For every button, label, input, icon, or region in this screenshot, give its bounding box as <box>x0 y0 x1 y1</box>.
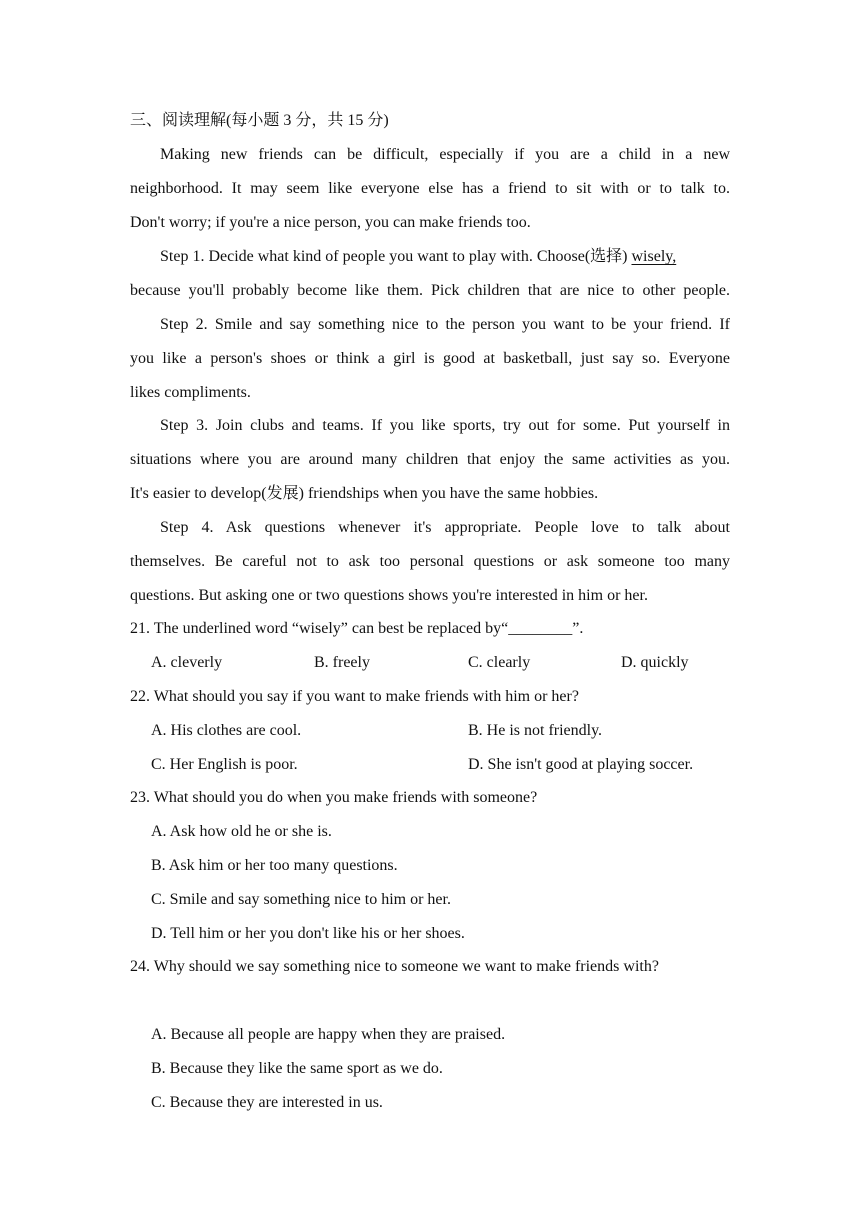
passage-line: Making new friends can be difficult, especially if you are a child in a new <box>160 146 730 163</box>
answer-option[interactable]: C. Her English is poor. <box>151 756 298 773</box>
passage-line: questions. But asking one or two questions shows you're interested in him or her. <box>130 587 648 604</box>
answer-option[interactable]: B. freely <box>314 654 370 671</box>
answer-option[interactable]: B. Ask him or her too many questions. <box>151 857 398 874</box>
answer-option[interactable]: A. Ask how old he or she is. <box>151 823 332 840</box>
answer-option[interactable]: D. She isn't good at playing soccer. <box>468 756 694 773</box>
answer-option[interactable]: A. Because all people are happy when they are praised. <box>151 1026 506 1043</box>
answer-option[interactable]: A. His clothes are cool. <box>151 722 302 739</box>
passage-line: Step 4. Ask questions whenever it's appropriate. People love to talk about <box>160 519 730 536</box>
passage-line: likes compliments. <box>130 384 251 401</box>
question-stem: 24. Why should we say something nice to someone we want to make friends with? <box>130 958 659 975</box>
question-stem: 21. The underlined word “wisely” can best be replaced by“________”. <box>130 620 584 637</box>
passage-line <box>160 240 730 274</box>
answer-option[interactable]: D. Tell him or her you don't like his or her shoes. <box>151 925 465 942</box>
passage-line: because you'll probably become like them. Pick children that are nice to other people. <box>130 282 730 299</box>
passage-line: themselves. Be careful not to ask too personal questions or ask someone too many <box>130 553 730 570</box>
passage-line: Step 3. Join clubs and teams. If you like sports, try out for some. Put yourself in <box>160 417 730 434</box>
passage-line: neighborhood. It may seem like everyone else has a friend to sit with or to talk to. <box>130 180 730 197</box>
answer-option[interactable]: B. He is not friendly. <box>468 722 603 739</box>
passage-line: Don't worry; if you're a nice person, you can make friends too. <box>130 214 531 231</box>
section-title: 三、阅读理解(每小题 3 分，共 15 分) <box>130 112 389 129</box>
passage-text: Step 1. Decide what kind of people you want to play with. Choose(选择) <box>160 248 632 265</box>
passage-line: It's easier to develop(发展) friendships when you have the same hobbies. <box>130 485 599 502</box>
question-stem: 23. What should you do when you make friends with someone? <box>130 789 538 806</box>
question-stem: 22. What should you say if you want to make friends with him or her? <box>130 688 579 705</box>
answer-option[interactable]: B. Because they like the same sport as we do. <box>151 1060 443 1077</box>
underlined-word: wisely, <box>631 248 677 265</box>
passage-line: situations where you are around many children that enjoy the same activities as you. <box>130 451 730 468</box>
passage-line: Step 2. Smile and say something nice to the person you want to be your friend. If <box>160 316 730 333</box>
answer-option[interactable]: C. Smile and say something nice to him or her. <box>151 891 451 908</box>
answer-option[interactable]: C. Because they are interested in us. <box>151 1094 383 1111</box>
answer-option[interactable]: A. cleverly <box>151 654 223 671</box>
answer-option[interactable]: D. quickly <box>621 654 689 671</box>
answer-option[interactable]: C. clearly <box>468 654 531 671</box>
passage-line: you like a person's shoes or think a girl is good at basketball, just say so. Everyone <box>130 350 730 367</box>
